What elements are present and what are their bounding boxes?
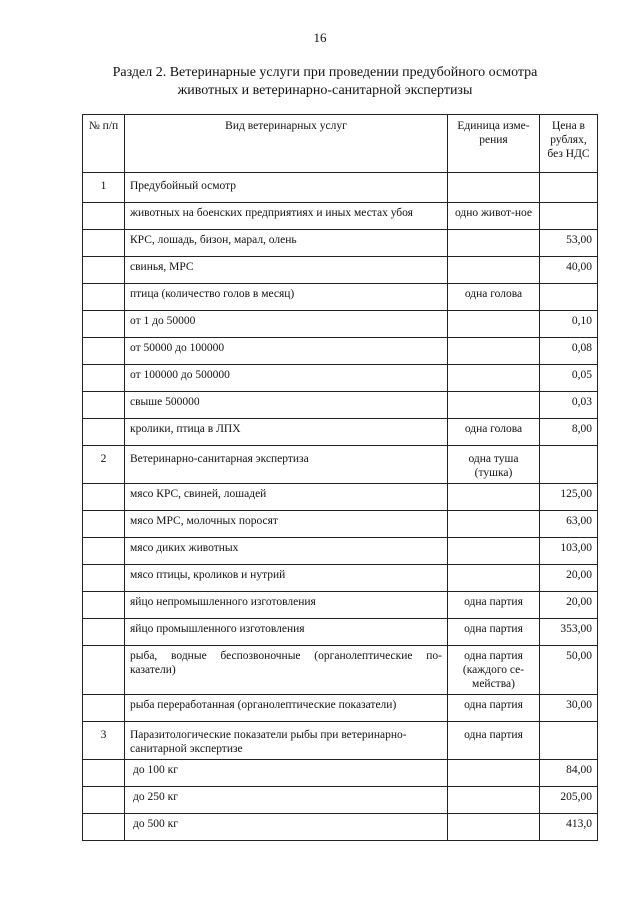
row-service-name: до 250 кг (125, 787, 448, 814)
row-number (83, 511, 125, 538)
table-row (83, 230, 598, 257)
row-unit (448, 230, 540, 257)
table-row (83, 619, 598, 646)
row-service-name: кролики, птица в ЛПХ (125, 419, 448, 446)
row-price: 84,00 (540, 760, 598, 787)
section-title-line-1: Раздел 2. Ветеринарные услуги при проведении предубойного осмотра (112, 65, 538, 80)
row-unit: одна партия (448, 592, 540, 619)
table-row (83, 695, 598, 722)
row-price: 63,00 (540, 511, 598, 538)
row-price: 50,00 (540, 646, 598, 695)
row-service-name: Предубойный осмотр (125, 173, 448, 203)
table-row (83, 419, 598, 446)
table-row (83, 760, 598, 787)
header-service-type: Вид ветеринарных услуг (125, 115, 448, 173)
row-number (83, 760, 125, 787)
row-number (83, 619, 125, 646)
row-number (83, 592, 125, 619)
row-price (540, 722, 598, 760)
table-row (83, 511, 598, 538)
row-unit: одна партия (каждого се-мейства) (448, 646, 540, 695)
header-unit: Единица изме-рения (448, 115, 540, 173)
row-service-name: свинья, МРС (125, 257, 448, 284)
row-number (83, 484, 125, 511)
row-price: 20,00 (540, 592, 598, 619)
table-row (83, 722, 598, 760)
row-number (83, 419, 125, 446)
row-number (83, 230, 125, 257)
row-price: 0,03 (540, 392, 598, 419)
row-unit (448, 787, 540, 814)
row-service-name: яйцо непромышленного изготовления (125, 592, 448, 619)
row-price (540, 446, 598, 484)
row-price: 8,00 (540, 419, 598, 446)
row-number (83, 338, 125, 365)
row-unit (448, 760, 540, 787)
table-row (83, 365, 598, 392)
row-price: 125,00 (540, 484, 598, 511)
row-number (83, 392, 125, 419)
table-row (83, 392, 598, 419)
row-service-name: мясо птицы, кроликов и нутрий (125, 565, 448, 592)
table-body (83, 173, 598, 841)
row-price (540, 284, 598, 311)
table-row (83, 284, 598, 311)
row-number (83, 814, 125, 841)
row-number (83, 257, 125, 284)
row-service-name: до 500 кг (125, 814, 448, 841)
row-unit (448, 392, 540, 419)
row-service-name: животных на боенских предприятиях и иных местах убоя (125, 203, 448, 230)
table-row (83, 311, 598, 338)
section-title-line-2: животных и ветеринарно-санитарной экспертизы (177, 83, 473, 98)
row-service-name: от 50000 до 100000 (125, 338, 448, 365)
section-title (60, 64, 590, 100)
row-number (83, 565, 125, 592)
row-unit (448, 538, 540, 565)
header-number: № п/п (83, 115, 125, 173)
row-unit (448, 173, 540, 203)
row-number: 2 (83, 446, 125, 484)
row-service-name: яйцо промышленного изготовления (125, 619, 448, 646)
row-unit (448, 484, 540, 511)
table-row (83, 484, 598, 511)
row-unit: одна партия (448, 695, 540, 722)
row-number (83, 284, 125, 311)
row-unit: одна партия (448, 722, 540, 760)
row-unit (448, 565, 540, 592)
row-service-name: от 100000 до 500000 (125, 365, 448, 392)
row-unit (448, 311, 540, 338)
row-unit: одно живот-ное (448, 203, 540, 230)
row-number (83, 538, 125, 565)
row-service-name: птица (количество голов в месяц) (125, 284, 448, 311)
table-row (83, 257, 598, 284)
header-price: Цена в рублях, без НДС (540, 115, 598, 173)
row-service-name: Ветеринарно-санитарная экспертиза (125, 446, 448, 484)
row-unit (448, 814, 540, 841)
row-unit (448, 365, 540, 392)
row-unit: одна туша (тушка) (448, 446, 540, 484)
row-number: 1 (83, 173, 125, 203)
page-number: 16 (313, 30, 327, 45)
table-row (83, 173, 598, 203)
row-price: 40,00 (540, 257, 598, 284)
row-service-name: рыба, водные беспозвоночные (органолептические по-казатели) (125, 646, 448, 695)
row-unit: одна голова (448, 284, 540, 311)
table-row (83, 565, 598, 592)
table-row (83, 646, 598, 695)
services-price-table (82, 114, 598, 841)
table-row (83, 203, 598, 230)
row-number (83, 787, 125, 814)
row-number (83, 646, 125, 695)
row-price: 30,00 (540, 695, 598, 722)
row-price: 0,05 (540, 365, 598, 392)
row-unit: одна голова (448, 419, 540, 446)
row-price: 103,00 (540, 538, 598, 565)
row-price: 0,10 (540, 311, 598, 338)
row-unit (448, 511, 540, 538)
row-price: 205,00 (540, 787, 598, 814)
row-number (83, 695, 125, 722)
row-number (83, 311, 125, 338)
row-unit (448, 338, 540, 365)
row-price: 353,00 (540, 619, 598, 646)
row-service-name: мясо КРС, свиней, лошадей (125, 484, 448, 511)
row-price (540, 173, 598, 203)
row-price (540, 203, 598, 230)
table-row (83, 446, 598, 484)
row-price: 53,00 (540, 230, 598, 257)
row-price: 20,00 (540, 565, 598, 592)
row-service-name: Паразитологические показатели рыбы при ветеринарно-санитарной экспертизе (125, 722, 448, 760)
row-price: 413,0 (540, 814, 598, 841)
row-service-name: от 1 до 50000 (125, 311, 448, 338)
row-number: 3 (83, 722, 125, 760)
row-price: 0,08 (540, 338, 598, 365)
row-service-name: рыба переработанная (органолептические показатели) (125, 695, 448, 722)
row-service-name: мясо МРС, молочных поросят (125, 511, 448, 538)
row-service-name: КРС, лошадь, бизон, марал, олень (125, 230, 448, 257)
table-row (83, 592, 598, 619)
row-unit: одна партия (448, 619, 540, 646)
row-service-name: до 100 кг (125, 760, 448, 787)
table-row (83, 338, 598, 365)
table-row (83, 787, 598, 814)
table-row (83, 814, 598, 841)
table-header-row (83, 115, 598, 173)
table-row (83, 538, 598, 565)
row-number (83, 203, 125, 230)
row-number (83, 365, 125, 392)
row-unit (448, 257, 540, 284)
row-service-name: мясо диких животных (125, 538, 448, 565)
row-service-name: свыше 500000 (125, 392, 448, 419)
